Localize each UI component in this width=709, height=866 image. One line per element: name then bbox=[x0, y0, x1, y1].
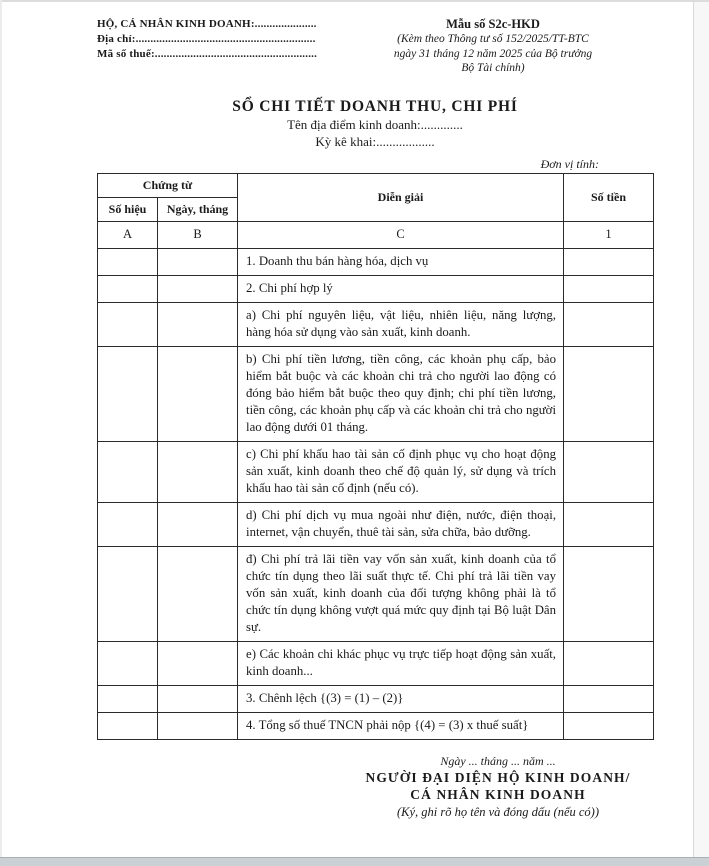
amount-cell bbox=[564, 275, 654, 302]
col-code-a: A bbox=[98, 221, 158, 248]
doc-date-cell bbox=[158, 546, 238, 641]
sign-instruction-note: (Ký, ghi rõ họ tên và đóng dấu (nếu có)) bbox=[396, 804, 600, 819]
table-row bbox=[98, 641, 654, 685]
doc-date-header: Ngày, tháng bbox=[158, 197, 238, 221]
doc-number-cell bbox=[98, 712, 158, 739]
form-note-line-2: ngày 31 tháng 12 năm 2025 của Bộ trưởng bbox=[393, 47, 593, 60]
unit-label: Đơn vị tính: bbox=[540, 156, 599, 171]
description-cell: đ) Chi phí trả lãi tiền vay vốn sản xuất, kinh doanh của tổ chức tín dụng theo lãi suất thực tế. Chi phí trả lãi tiền vay vốn sản xuất, kinh doanh của đối tượng không phải là tổ chức tín dụng không vượt quá mức quy định tại Bộ luật Dân sự. bbox=[238, 546, 564, 641]
document-header bbox=[0, 0, 709, 76]
doc-date-cell bbox=[158, 275, 238, 302]
doc-date-cell bbox=[158, 302, 238, 346]
doc-number-cell bbox=[98, 275, 158, 302]
doc-number-cell bbox=[98, 502, 158, 546]
amount-cell bbox=[564, 441, 654, 502]
form-info-block bbox=[373, 17, 613, 76]
doc-date-cell bbox=[158, 685, 238, 712]
doc-number-header: Số hiệu bbox=[98, 197, 158, 221]
address-line: Địa chỉ:............................................................. bbox=[97, 33, 316, 45]
table-row bbox=[98, 248, 654, 275]
description-cell: a) Chi phí nguyên liệu, vật liệu, nhiên liệu, năng lượng, hàng hóa sử dụng vào sản xuất, kinh doanh. bbox=[238, 302, 564, 346]
scan-edge-top bbox=[0, 0, 709, 2]
business-location-line: Tên địa điểm kinh doanh:............. bbox=[287, 116, 463, 132]
description-cell: c) Chi phí khấu hao tài sản cố định phục vụ cho hoạt động sản xuất, kinh doanh theo chế độ quản lý, sử dụng và trích khấu hao tài sản cố định (nếu có). bbox=[238, 441, 564, 502]
col-code-c: C bbox=[238, 221, 564, 248]
scan-margin-right bbox=[694, 0, 709, 866]
col-code-b: B bbox=[158, 221, 238, 248]
column-code-row bbox=[98, 221, 654, 248]
description-cell: e) Các khoản chi khác phục vụ trực tiếp hoạt động sản xuất, kinh doanh... bbox=[238, 641, 564, 685]
doc-date-cell bbox=[158, 712, 238, 739]
tax-code-line: Mã số thuế:....................................................... bbox=[97, 48, 318, 60]
signature-block bbox=[310, 753, 686, 821]
doc-date-cell bbox=[158, 441, 238, 502]
description-cell: 3. Chênh lệch {(3) = (1) – (2)} bbox=[238, 685, 564, 712]
doc-number-cell bbox=[98, 248, 158, 275]
table-row bbox=[98, 275, 654, 302]
doc-number-cell bbox=[98, 441, 158, 502]
doc-number-cell bbox=[98, 346, 158, 441]
amount-cell bbox=[564, 712, 654, 739]
description-cell: 4. Tổng số thuế TNCN phải nộp {(4) = (3) x thuế suất} bbox=[238, 712, 564, 739]
scan-edge-bottom bbox=[0, 857, 709, 866]
description-cell: d) Chi phí dịch vụ mua ngoài như điện, nước, điện thoại, internet, vận chuyển, thuê tài sản, sửa chữa, bảo dưỡng. bbox=[238, 502, 564, 546]
business-name-line: HỘ, CÁ NHÂN KINH DOANH:..................... bbox=[97, 18, 317, 30]
table-row bbox=[98, 546, 654, 641]
doc-number-cell bbox=[98, 302, 158, 346]
doc-number-cell bbox=[98, 546, 158, 641]
doc-date-cell bbox=[158, 248, 238, 275]
form-note-line-3: Bộ Tài chính) bbox=[461, 62, 525, 74]
amount-cell bbox=[564, 248, 654, 275]
amount-header: Số tiền bbox=[564, 173, 654, 221]
table-header-row-1 bbox=[98, 173, 654, 197]
amount-cell bbox=[564, 685, 654, 712]
amount-cell bbox=[564, 502, 654, 546]
description-cell: b) Chi phí tiền lương, tiền công, các khoản phụ cấp, bảo hiểm bắt buộc và các khoản chi trả cho người lao động có đóng bảo hiểm bắt buộc theo quy định; chi phí tiền lương, tiền công, các khoản phụ cấp và các khoản chi trả cho người lao động dưới 01 tháng. bbox=[238, 346, 564, 441]
date-line: Ngày ... tháng ... năm ... bbox=[440, 753, 556, 768]
business-info-block bbox=[97, 17, 369, 76]
amount-cell bbox=[564, 302, 654, 346]
document-title: SỔ CHI TIẾT DOANH THU, CHI PHÍ bbox=[232, 97, 518, 115]
doc-date-cell bbox=[158, 641, 238, 685]
amount-cell bbox=[564, 641, 654, 685]
doc-date-cell bbox=[158, 502, 238, 546]
form-number: Mẫu số S2c-HKD bbox=[446, 17, 540, 31]
description-cell: 1. Doanh thu bán hàng hóa, dịch vụ bbox=[238, 248, 564, 275]
scan-edge-left bbox=[0, 0, 2, 866]
title-block bbox=[97, 97, 653, 151]
description-header: Diễn giải bbox=[238, 173, 564, 221]
description-cell: 2. Chi phí hợp lý bbox=[238, 275, 564, 302]
table-row bbox=[98, 346, 654, 441]
table-row bbox=[98, 712, 654, 739]
doc-number-cell bbox=[98, 641, 158, 685]
doc-date-cell bbox=[158, 346, 238, 441]
signer-title-line-2: CÁ NHÂN KINH DOANH bbox=[410, 787, 586, 802]
doc-group-header: Chứng từ bbox=[98, 173, 238, 197]
amount-cell bbox=[564, 546, 654, 641]
scan-edge-right bbox=[693, 0, 694, 866]
table-row bbox=[98, 302, 654, 346]
signer-title-line-1: NGƯỜI ĐẠI DIỆN HỘ KINH DOANH/ bbox=[365, 769, 631, 785]
table-row bbox=[98, 685, 654, 712]
revenue-expense-table bbox=[97, 173, 654, 740]
col-code-1: 1 bbox=[564, 221, 654, 248]
declaration-period-line: Kỳ kê khai:.................. bbox=[315, 134, 435, 149]
doc-number-cell bbox=[98, 685, 158, 712]
table-row bbox=[98, 502, 654, 546]
form-note-line-1: (Kèm theo Thông tư số 152/2025/TT-BTC bbox=[397, 33, 589, 45]
amount-cell bbox=[564, 346, 654, 441]
table-row bbox=[98, 441, 654, 502]
